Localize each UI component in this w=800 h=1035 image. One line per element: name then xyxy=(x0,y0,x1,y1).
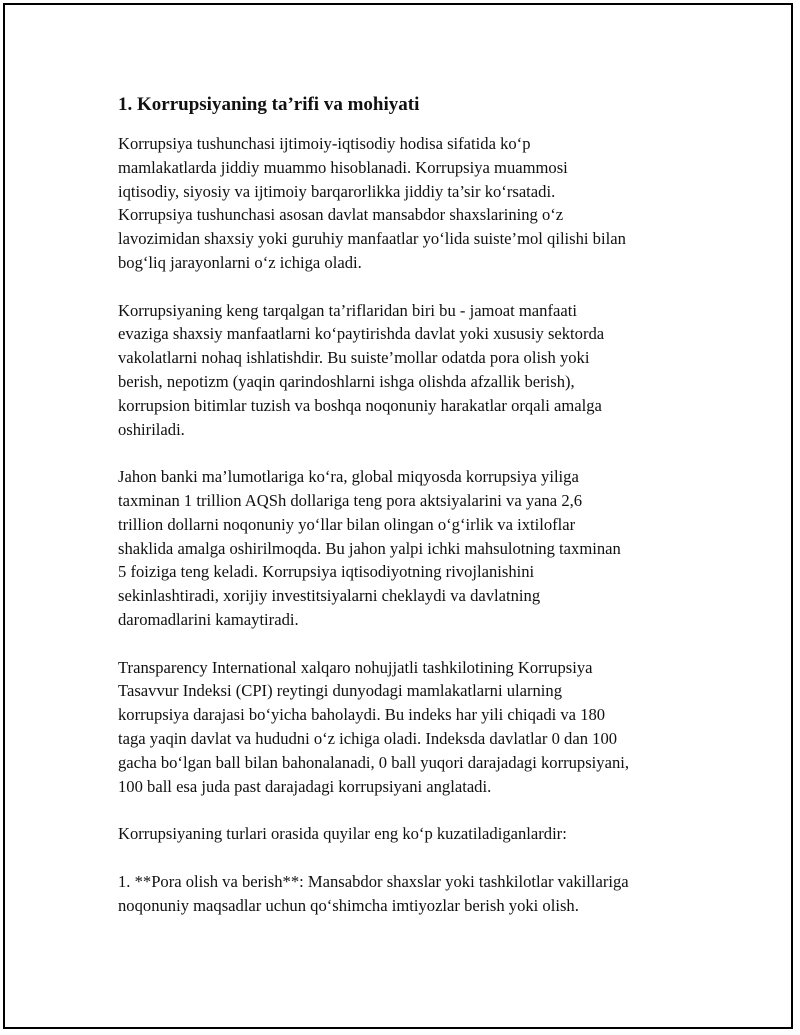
text-line: berish, nepotizm (yaqin qarindoshlarni ishga olishda afzallik berish), xyxy=(118,371,575,391)
text-line: Transparency International xalqaro nohujjatli tashkilotining Korrupsiya xyxy=(118,657,593,677)
text-line: Jahon banki ma’lumotlariga ko‘ra, global miqyosda korrupsiya yiliga xyxy=(118,467,579,487)
text-line: noqonuniy maqsadlar uchun qo‘shimcha imtiyozlar berish yoki olish. xyxy=(118,895,579,915)
list-item-bribery xyxy=(118,870,718,918)
text-line: lavozimidan shaxsiy yoki guruhiy manfaatlar yo‘lida suiste’mol qilishi bilan xyxy=(118,229,626,249)
document-body xyxy=(118,92,718,941)
text-line: 1. **Pora olish va berish**: Mansabdor shaxslar yoki tashkilotlar vakillariga xyxy=(118,871,629,891)
text-line: Korrupsiyaning turlari orasida quyilar eng ko‘p kuzatiladiganlardir: xyxy=(118,824,567,844)
text-line: vakolatlarni nohaq ishlatishdir. Bu suiste’mollar odatda pora olish yoki xyxy=(118,348,590,368)
text-line: iqtisodiy, siyosiy va ijtimoiy barqarorlikka jiddiy ta’sir ko‘rsatadi. xyxy=(118,181,556,201)
text-line: korrupsion bitimlar tuzish va boshqa noqonuniy harakatlar orqali amalga xyxy=(118,395,602,415)
text-line: taxminan 1 trillion AQSh dollariga teng pora aktsiyalarini va yana 2,6 xyxy=(118,490,583,510)
text-line: oshiriladi. xyxy=(118,419,185,439)
text-line: Korrupsiya tushunchasi ijtimoiy-iqtisodiy hodisa sifatida ko‘p xyxy=(118,134,531,153)
text-line: 5 foiziga teng keladi. Korrupsiya iqtisodiyotning rivojlanishini xyxy=(118,562,535,582)
text-line: sekinlashtiradi, xorijiy investitsiyalarni cheklaydi va davlatning xyxy=(118,586,541,606)
text-line: Tasavvur Indeksi (CPI) reytingi dunyodagi mamlakatlarni ularning xyxy=(118,681,562,701)
paragraph-transparency-international xyxy=(118,656,718,799)
section-heading: 1. Korrupsiyaning ta’rifi va mohiyati xyxy=(118,94,420,115)
text-line: Korrupsiya tushunchasi asosan davlat mansabdor shaxslarining o‘z xyxy=(118,205,564,225)
text-line: shaklida amalga oshirilmoqda. Bu jahon yalpi ichki mahsulotning taxminan xyxy=(118,538,621,558)
text-line: bog‘liq jarayonlarni o‘z ichiga oladi. xyxy=(118,252,362,272)
text-line: 100 ball esa juda past darajadagi korrupsiyani anglatadi. xyxy=(118,776,492,796)
text-line: trillion dollarni noqonuniy yo‘llar bilan olingan o‘g‘irlik va ixtiloflar xyxy=(118,514,576,534)
text-line: gacha bo‘lgan ball bilan bahonalanadi, 0 ball yuqori darajadagi korrupsiyani, xyxy=(118,752,630,772)
paragraph-definition xyxy=(118,132,718,275)
text-line: mamlakatlarda jiddiy muammo hisoblanadi. Korrupsiya muammosi xyxy=(118,157,568,177)
text-line: Korrupsiyaning keng tarqalgan ta’riflaridan biri bu - jamoat manfaati xyxy=(118,300,577,320)
text-line: evaziga shaxsiy manfaatlarni ko‘paytirishda davlat yoki xususiy sektorda xyxy=(118,324,605,344)
text-line: korrupsiya darajasi bo‘yicha baholaydi. Bu indeks har yili chiqadi va 180 xyxy=(118,705,606,725)
paragraph-common-definition xyxy=(118,299,718,442)
paragraph-types-intro xyxy=(118,822,718,846)
text-line: daromadlarini kamaytiradi. xyxy=(118,609,299,629)
paragraph-world-bank xyxy=(118,465,718,632)
text-line: taga yaqin davlat va hududni o‘z ichiga oladi. Indeksda davlatlar 0 dan 100 xyxy=(118,728,618,748)
